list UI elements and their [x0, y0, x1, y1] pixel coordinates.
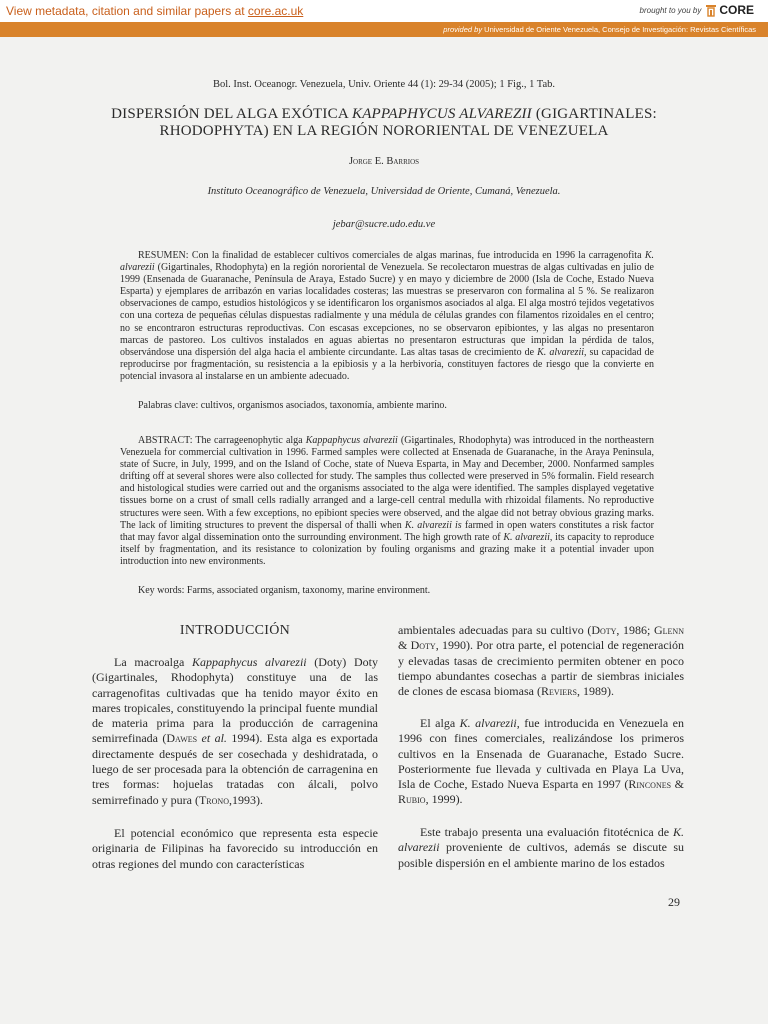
page-number: 29: [668, 895, 680, 909]
abstract-species-2: K. alvarezii is: [404, 519, 462, 531]
abstract-species-3: K. alvarezii: [503, 531, 550, 543]
core-brand[interactable]: [640, 3, 755, 17]
core-link-prefix: View metadata, citation and similar papers at: [6, 4, 245, 18]
r0-citation-3: Reviers: [540, 684, 577, 699]
abstract-species-1: Kappaphycus alvarezii: [305, 435, 398, 446]
r0-text-d: , 1989).: [576, 684, 614, 699]
paper-title: [60, 106, 708, 140]
r0-text-c: , 1990). Por otra parte, el potencial de regeneración y elevadas tasas de crecimiento permiten obtener en poco tiempo abundantes cosechas a partir de siembras iniciales de clones de escasa biomasa (: [398, 638, 684, 699]
r0-text-a: ambientales adecuadas para su cultivo (: [398, 623, 592, 637]
p1-citation-2: Trono: [198, 792, 229, 807]
r1-text-a: El alga: [420, 716, 460, 730]
r0-citation-1: Doty: [591, 623, 617, 637]
journal-reference: Bol. Inst. Oceanogr. Venezuela, Univ. Oriente 44 (1): 29-34 (2005); 1 Fig., 1 Tab.: [212, 79, 555, 90]
provided-by-prefix: provided by: [443, 25, 483, 34]
keywords-en: Key words: Farms, associated organism, taxonomy, marine environment.: [138, 585, 431, 596]
r2-species: K. alvarezii: [398, 825, 684, 855]
p1-citation-1: Dawes: [166, 731, 198, 746]
r2-text-a: Este trabajo presenta una evaluación fitotécnica de: [420, 825, 673, 839]
affiliation: Instituto Oceanográfico de Venezuela, Universidad de Oriente, Cumaná, Venezuela.: [207, 186, 561, 197]
provider-link[interactable]: Universidad de Oriente Venezuela, Consejo de Investigación: Revistas Científicas: [484, 25, 756, 34]
p1-et-al: et al.: [201, 731, 227, 746]
r0-citation-2: Glenn & Doty: [398, 623, 684, 653]
p1-text-d: ,1993).: [228, 792, 263, 807]
r2-text-b: proveniente de cultivos, además se discute su posible dispersión en el ambiente marino de los estados: [398, 840, 684, 870]
p1-text-c: 1994). Esta alga es exportada directamente después de ser cosechada y deshidratada, o luego de ser procesada para la obtención de carragenina en tres formas: hojuelas tratadas con álcali, polvo semirrefinado y pura (: [92, 731, 378, 807]
resumen-end: , su capacidad de reproducirse por fragmentación, su resistencia a la epibiosis y a la herbivoría, constituyen factores de riesgo que la convierte en potencial invasora al instalarse en un ambiente adecuado.: [120, 346, 654, 382]
abstract-mid: (Gigartinales, Rhodophyta) was introduced in the northeastern Venezuela for commercial cultivation in 1996. Farmed samples were collected at Ensenada de Guaranache, in the Araya Peninsula, state of Sucre, in July, 1999, and on the Island of Coche, state of Nueva Esparta, in May and December, 2000. Nonfarmed samples drifting off at several shores were also collected for study. The samples thus collected were preserved in 5% formalin. Field research and histological studies were carried out and the organisms associated to the alga were identified. The samples displayed vegetative tissues borne on a crust of small cells radially arranged and a large-cell central medulla with rhizoidal filaments. No reproductive structures were seen. With a few exceptions, no epibiont species were observed, and the algae did not betray obvious grazing marks. The lack of limiting structures to prevent the dispersal of thalli when: [120, 435, 655, 531]
resumen-paragraph: [120, 250, 654, 383]
abstract-end: , its capacity to reproduce itself by fragmentation, and its resistance to colonization by fouling organisms and grazing make it a potential invader upon introduction into new environments.: [120, 531, 655, 567]
author-text: Jorge E. Barrios: [348, 156, 420, 167]
resumen-lead: RESUMEN: Con la finalidad de establecer cultivos comerciales de algas marinas, fue introducida en 1996 la carragenofita: [138, 250, 645, 261]
intro-paragraph-2: El potencial económico que representa esta especie originaria de Filipinas ha favorecido su introducción en otras regiones del mundo con características: [92, 826, 378, 871]
abstract-mid-2: farmed in open waters constitutes a risk factor that may favor algal dissemination onto the surrounding environment. The high growth rate of: [120, 519, 654, 543]
core-link-site[interactable]: core.ac.uk: [247, 4, 304, 18]
r0-text-b: , 1986;: [616, 623, 654, 637]
core-logo-text: CORE: [719, 3, 754, 17]
keywords-es: Palabras clave: cultivos, organismos asociados, taxonomía, ambiente marino.: [138, 400, 447, 411]
resumen-species-2: K. alvarezii: [537, 346, 584, 358]
p1-text-a: La macroalga: [114, 655, 193, 669]
p1-species: Kappaphycus alvarezii: [192, 655, 307, 669]
resumen-mid: (Gigartinales, Rhodophyta) en la región nororiental de Venezuela. Se recolectaron muestras de algas cultivadas en julio de 1999 (Ensenada de Guaranache, Península de Araya, Estado Sucre) y en mayo y diciembre de 2000 (Isla de Coche, Estado Nueva Esparta) y ejemplares de arribazón en varias localidades costeras; las muestras se preservaron con formalina al 5 %. Se realizaron observaciones de campo, estudios histológicos y se identificaron los organismos asociados al alga. El alga mostró tejidos vegetativos con una corteza de pequeñas células dispuestas radialmente y una médula de células grandes con filamentos rizoidales en el centro; no se encontraron estructuras reproductivas. Con escasas excepciones, no se observaron epibiontes, y las algas no presentaron marcas de pastoreo. Los cultivos instalados en aguas abiertas no presentaron estructuras que impidan la pérdida de talos, observándose una dispersión del alga hacia el ambiente circundante. Las altas tasas de crecimiento de: [120, 262, 654, 358]
intro-paragraph-3: [398, 716, 684, 808]
r1-text-c: , 1999).: [425, 792, 463, 807]
intro-paragraph-4: [398, 825, 684, 871]
abstract-paragraph: [120, 435, 654, 568]
r1-text-b: , fue introducida en Venezuela en 1996 con fines comerciales, realizándose los primeros cultivos en la Ensenada de Guaranache, Estado Sucre. Posteriormente fue llevada y cultivada en Playa La Uva, Isla de Coche, Estado Nueva Esparta en 1997 (: [398, 716, 684, 792]
intro-paragraph-1: [92, 655, 378, 808]
core-metadata-link[interactable]: [6, 4, 303, 18]
abstract-lead: ABSTRACT: The carrageenophytic alga: [138, 435, 306, 446]
r1-species: K. alvarezii: [459, 716, 517, 730]
brought-to-you-text: brought to you by: [639, 5, 702, 15]
author-email: jebar@sucre.udo.edu.ve: [332, 219, 436, 230]
title-part-1: DISPERSIÓN DEL ALGA EXÓTICA: [111, 106, 352, 122]
section-title-introduccion: INTRODUCCIÓN: [179, 623, 291, 638]
title-part-2: (GIGARTINALES: RHODOPHYTA) EN LA REGIÓN NORORIENTAL DE VENEZUELA: [159, 106, 657, 139]
p1-text-b: (Doty) Doty (Gigartinales, Rhodophyta) constituye una de las carragenofitas cultivadas que ha tenido mayor éxito en mares tropicales, constituyendo la principal fuente mundial de materia prima para la producción de carragenina semirrefinada (: [92, 655, 379, 746]
author-name: [0, 156, 768, 167]
intro-paragraph-continued: [398, 623, 684, 699]
core-logo[interactable]: [705, 3, 754, 17]
title-species: KAPPAPHYCUS ALVAREZII: [351, 106, 532, 122]
core-logo-icon: [705, 4, 717, 17]
resumen-species-1: K. alvarezii: [120, 250, 654, 274]
r1-citation: Rincones & Rubio: [398, 777, 684, 807]
core-banner: [0, 0, 768, 23]
provided-by-bar: [0, 23, 768, 37]
